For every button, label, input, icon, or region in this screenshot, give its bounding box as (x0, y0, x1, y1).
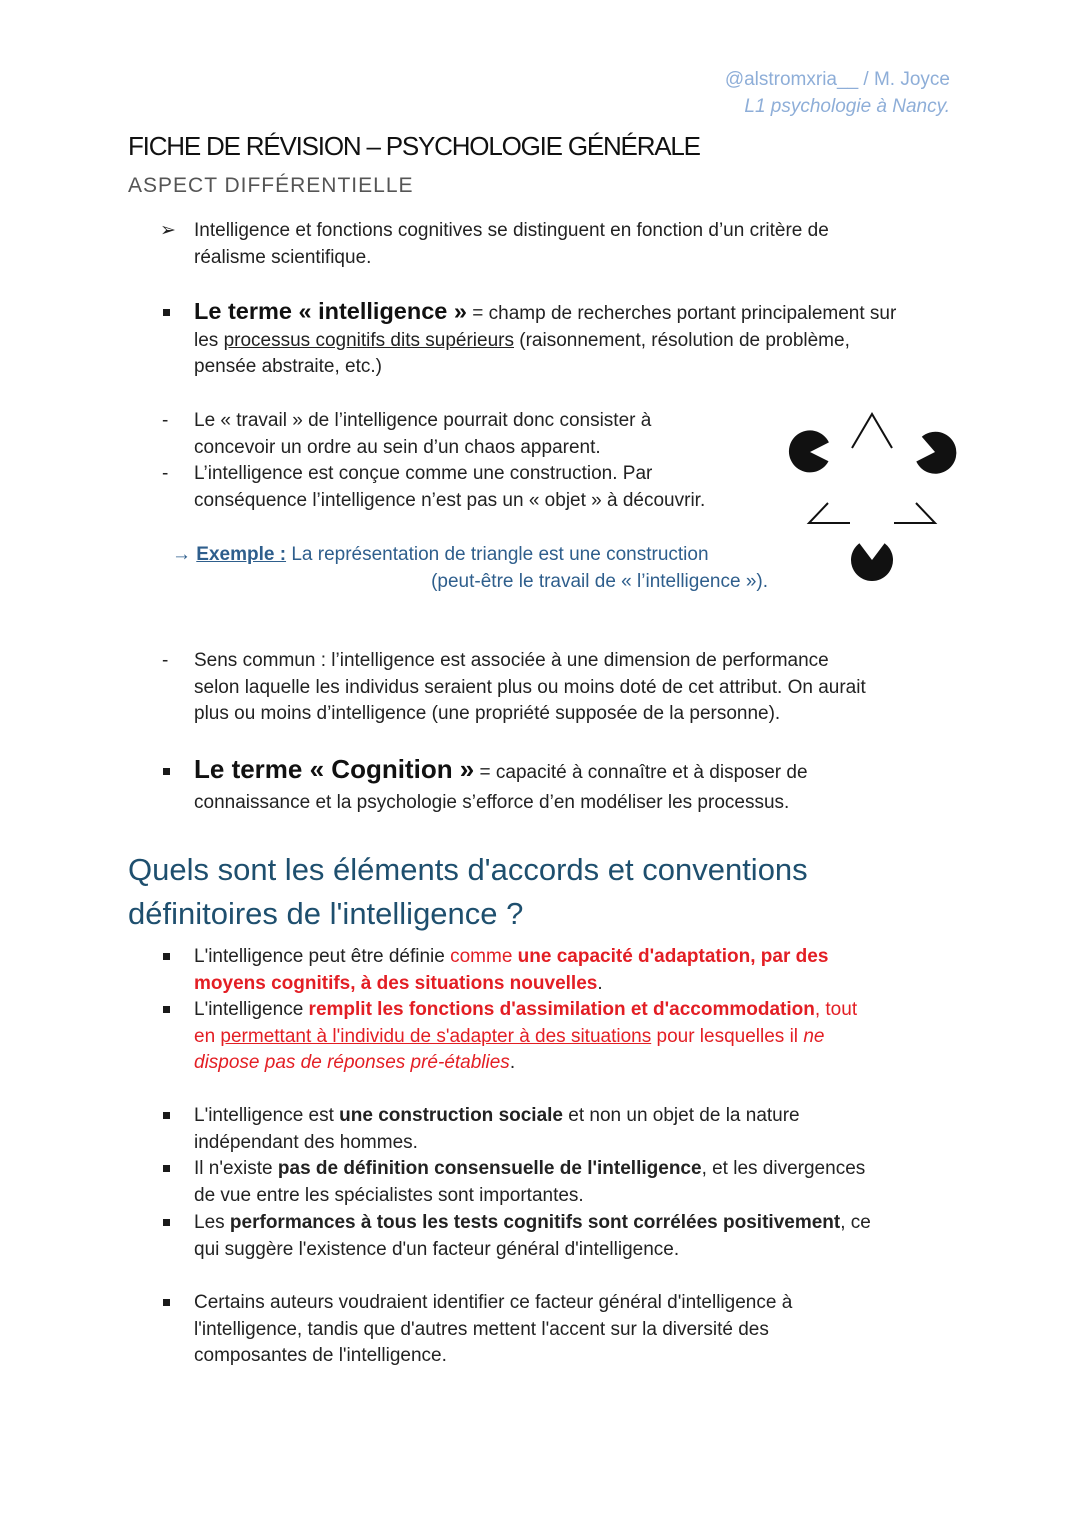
dash-bullet: - (162, 410, 169, 431)
pacman-bottom (851, 543, 893, 581)
bullet-assimilation: L'intelligence remplit les fonctions d'assimilation et d'accommodation, tout en permettant à l'individu de s'adapter à des situations pour lesquelles il ne dispose pas de réponses pré-établies. (194, 999, 858, 1073)
bullet-general-factor: Certains auteurs voudraient identifier ce facteur général d'intelligence à l'intelligence, tandis que d'autres mettent l'accent sur la diversité des composantes de l'intelligence. (194, 1292, 793, 1366)
intro-paragraph: Intelligence et fonctions cognitives se distinguent en fonction d’un critère de réalisme scientifique. (194, 220, 829, 268)
author-handle: @alstromxria__ / M. Joyce (724, 69, 950, 90)
example-block: → Exemple : La représentation de triangle est une construction (peut-être le travail de « l’intelligence »). (172, 544, 768, 592)
pacman-right (916, 432, 956, 474)
author-course: L1 psychologie à Nancy. (744, 96, 950, 117)
square-bullet-icon (163, 1165, 170, 1172)
triangle-corners (809, 414, 935, 523)
kanizsa-triangle-illustration (780, 400, 970, 590)
arrow-right-icon: → (172, 544, 197, 565)
dash-item-construction: L’intelligence est conçue comme une construction. Par conséquence l’intelligence n’est pas un « objet » à découvrir. (194, 463, 706, 511)
term-cognition-block: Le terme « Cognition » = capacité à connaître et à disposer de connaissance et la psychologie s’efforce d’en modéliser les processus. (194, 754, 808, 813)
common-sense-paragraph: Sens commun : l’intelligence est associée à une dimension de performance selon laquelle les individus seraient plus ou moins doté de cet attribut. On aurait plus ou moins d’intelligence (une propriété supposée de la personne). (194, 650, 866, 724)
square-bullet-icon (163, 1006, 170, 1013)
bullet-social-construction: L'intelligence est une construction sociale et non un objet de la nature indépendant des hommes. (194, 1105, 800, 1153)
square-bullet-icon (163, 1112, 170, 1119)
bullet-correlated-performance: Les performances à tous les tests cognitifs sont corrélées positivement, ce qui suggère l'existence d'un facteur général d'intelligence. (194, 1212, 871, 1260)
dash-item-travail: Le « travail » de l’intelligence pourrait donc consister à concevoir un ordre au sein d’un chaos apparent. (194, 410, 652, 458)
square-bullet-icon (163, 953, 170, 960)
square-bullet-icon (163, 1219, 170, 1226)
dash-bullet: - (162, 650, 169, 671)
pacman-left (789, 430, 829, 472)
page-title: FICHE DE RÉVISION – PSYCHOLOGIE GÉNÉRALE (128, 131, 700, 161)
section-heading: Quels sont les éléments d'accords et conventions définitoires de l'intelligence ? (128, 852, 808, 931)
term-intelligence-label: Le terme « intelligence » (194, 298, 467, 324)
page-subtitle: ASPECT DIFFÉRENTIELLE (128, 174, 414, 197)
dash-bullet: - (162, 463, 169, 484)
arrow-bullet-icon: ➢ (160, 220, 176, 241)
square-bullet-icon (163, 768, 170, 775)
square-bullet-icon (163, 309, 170, 316)
term-intelligence-block: Le terme « intelligence » = champ de recherches portant principalement sur les processus cognitifs dits supérieurs (raisonnement, résolution de problème, pensée abstraite, etc.) (194, 298, 897, 377)
square-bullet-icon (163, 1299, 170, 1306)
bullet-definition: L'intelligence peut être définie comme une capacité d'adaptation, par des moyens cognitifs, à des situations nouvelles. (194, 946, 829, 994)
bullet-no-consensus: Il n'existe pas de définition consensuelle de l'intelligence, et les divergences de vue entre les spécialistes sont importantes. (194, 1158, 866, 1206)
example-label: Exemple : (196, 544, 287, 565)
term-cognition-label: Le terme « Cognition » (194, 754, 475, 784)
author-header (725, 66, 950, 120)
